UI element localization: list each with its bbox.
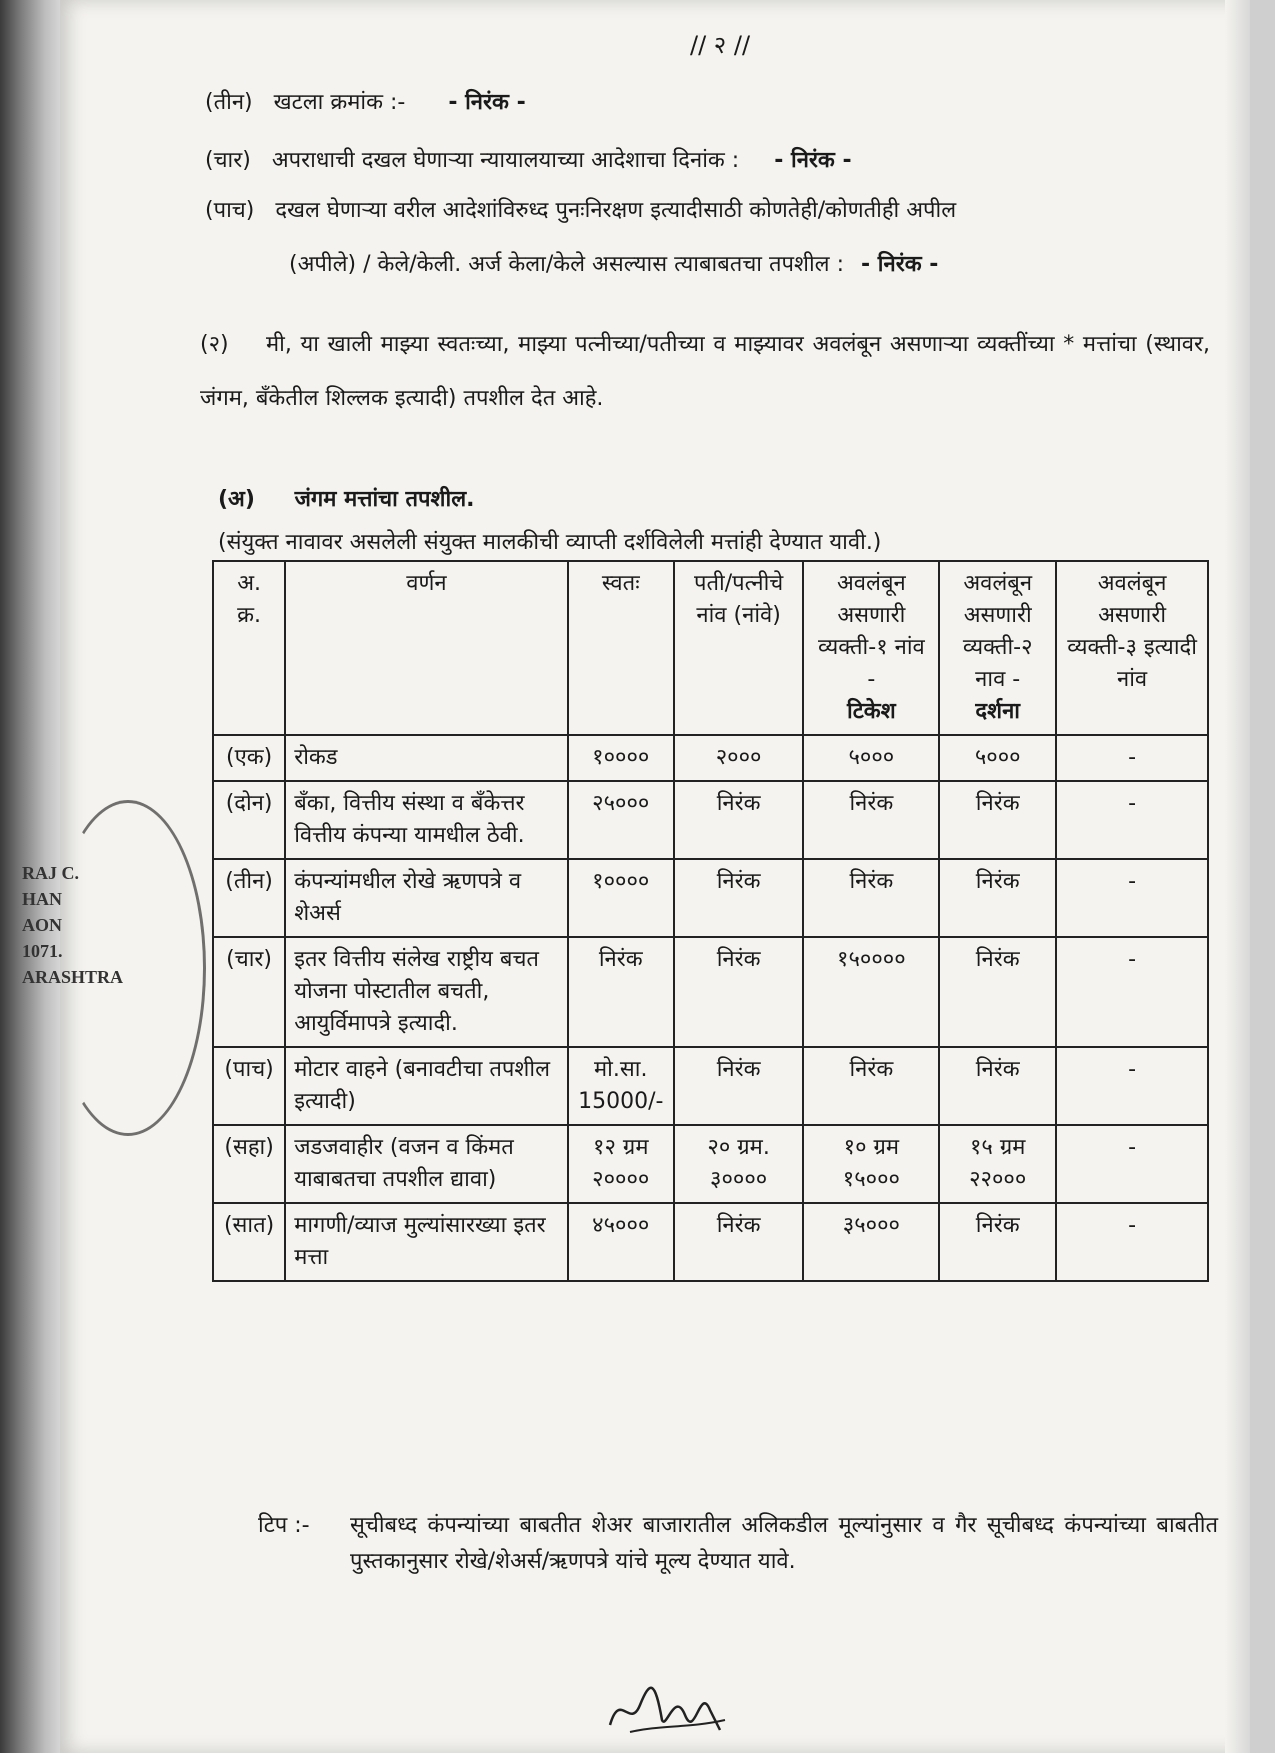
footnote [258, 1508, 1218, 1580]
section-title: जंगम मत्तांचा तपशील. [294, 487, 475, 512]
stamp-line-1: RAJ C. [22, 863, 79, 883]
row-description: जडजवाहीर (वजन व किंमत याबाबतचा तपशील द्यावा) [285, 1125, 567, 1203]
row-sr: (सात) [213, 1203, 285, 1281]
row-dependent-3: - [1056, 735, 1208, 781]
row-self: ४५००० [568, 1203, 674, 1281]
item-5-line2 [289, 250, 938, 280]
row-dependent-1: निरंक [803, 1047, 939, 1125]
footnote-text: सूचीबध्द कंपन्यांच्या बाबतीत शेअर बाजारातील अलिकडील मूल्यांनुसार व गैर सूचीबध्द कंपन्यांच्या बाबतीत पुस्तकानुसार रोखे/शेअर्स/ऋणपत्रे यांचे मूल्य देण्यात यावे. [350, 1513, 1218, 1574]
stamp-line-3: AON [22, 915, 62, 935]
row-spouse: निरंक [674, 1047, 804, 1125]
declaration-number: (२) [200, 332, 229, 357]
header-dependent-2 [939, 561, 1056, 735]
page-edge [1225, 0, 1250, 1753]
row-spouse: २००० [674, 735, 804, 781]
row-dependent-3: - [1056, 859, 1208, 937]
row-dependent-2: निरंक [939, 781, 1056, 859]
row-description: रोकड [285, 735, 567, 781]
row-description: इतर वित्तीय संलेख राष्ट्रीय बचत योजना पोस्टातील बचती, आयुर्विमापत्रे इत्यादी. [285, 937, 567, 1047]
signature [600, 1670, 740, 1740]
header-dependent-1 [803, 561, 939, 735]
table-row [213, 1047, 1208, 1125]
row-sr: (एक) [213, 735, 285, 781]
row-sr: (पाच) [213, 1047, 285, 1125]
row-description: बँका, वित्तीय संस्था व बँकेत्तर वित्तीय कंपन्या यामधील ठेवी. [285, 781, 567, 859]
header-sr: अ. क्र. [213, 561, 285, 735]
row-sr: (चार) [213, 937, 285, 1047]
stamp-line-4: 1071. [22, 941, 63, 961]
stamp-line-5: ARASHTRA [22, 967, 124, 987]
item-4 [205, 146, 852, 176]
item-3-number: (तीन) [205, 90, 253, 115]
row-spouse: निरंक [674, 1203, 804, 1281]
item-3-value: - निरंक - [448, 90, 526, 115]
row-dependent-1: ५००० [803, 735, 939, 781]
header-dependent-1-name: टिकेश [847, 699, 896, 724]
header-dependent-2-name: दर्शना [975, 699, 1020, 724]
page-number: // २ // [690, 31, 751, 59]
stamp-text [22, 860, 123, 990]
item-4-value: - निरंक - [774, 148, 852, 173]
row-self: १०००० [568, 735, 674, 781]
row-dependent-1: १५०००० [803, 937, 939, 1047]
row-dependent-1: निरंक [803, 859, 939, 937]
row-dependent-1: निरंक [803, 781, 939, 859]
table-row [213, 937, 1208, 1047]
movable-assets-table [212, 560, 1209, 1282]
row-description: मोटार वाहने (बनावटीचा तपशील इत्यादी) [285, 1047, 567, 1125]
row-description: कंपन्यांमधील रोखे ऋणपत्रे व शेअर्स [285, 859, 567, 937]
row-spouse: निरंक [674, 781, 804, 859]
row-dependent-3: - [1056, 1125, 1208, 1203]
row-sr: (सहा) [213, 1125, 285, 1203]
item-4-number: (चार) [205, 148, 251, 173]
row-dependent-3: - [1056, 1047, 1208, 1125]
row-dependent-1: ३५००० [803, 1203, 939, 1281]
row-self: १२ ग्रम २०००० [568, 1125, 674, 1203]
header-description: वर्णन [285, 561, 567, 735]
row-self: निरंक [568, 937, 674, 1047]
row-self: २५००० [568, 781, 674, 859]
table-row [213, 1125, 1208, 1203]
table-row [213, 735, 1208, 781]
declaration-paragraph [200, 318, 1210, 426]
table-row [213, 781, 1208, 859]
row-dependent-2: निरंक [939, 1047, 1056, 1125]
table-row [213, 859, 1208, 937]
item-5 [205, 196, 956, 226]
row-dependent-2: निरंक [939, 937, 1056, 1047]
row-sr: (तीन) [213, 859, 285, 937]
row-spouse: २० ग्रम. ३०००० [674, 1125, 804, 1203]
row-dependent-3: - [1056, 781, 1208, 859]
item-4-text: अपराधाची दखल घेणाऱ्या न्यायालयाच्या आदेशाचा दिनांक : [271, 148, 740, 173]
row-description: मागणी/व्याज मुल्यांसारख्या इतर मत्ता [285, 1203, 567, 1281]
header-dependent-3: अवलंबून असणारी व्यक्ती-३ इत्यादी नांव [1056, 561, 1208, 735]
footnote-label: टिप :- [258, 1513, 310, 1538]
row-dependent-2: निरंक [939, 1203, 1056, 1281]
header-dependent-1-label: अवलंबून असणारी व्यक्ती-१ नांव - [817, 571, 925, 692]
section-number: (अ) [218, 487, 255, 512]
row-dependent-2: ५००० [939, 735, 1056, 781]
row-spouse: निरंक [674, 859, 804, 937]
table-header-row [213, 561, 1208, 735]
section-heading [218, 485, 474, 515]
row-dependent-3: - [1056, 1203, 1208, 1281]
item-5-number: (पाच) [205, 198, 255, 223]
declaration-text: मी, या खाली माझ्या स्वतःच्या, माझ्या पत्नीच्या/पतीच्या व माझ्यावर अवलंबून असणाऱ्या व्यक्तींच्या * मत्तांचा (स्थावर, जंगम, बँकेतील शिल्लक इत्यादी) तपशील देत आहे. [200, 332, 1210, 411]
header-self: स्वतः [568, 561, 674, 735]
header-spouse: पती/पत्नीचे नांव (नांवे) [674, 561, 804, 735]
section-subtitle: (संयुक्त नावावर असलेली संयुक्त मालकीची व्याप्ती दर्शविलेली मत्तांही देण्यात यावी.) [218, 530, 882, 555]
stamp-line-2: HAN [22, 889, 62, 909]
row-spouse: निरंक [674, 937, 804, 1047]
row-sr: (दोन) [213, 781, 285, 859]
item-5-value: - निरंक - [861, 252, 939, 277]
row-dependent-2: १५ ग्रम २२००० [939, 1125, 1056, 1203]
header-dependent-2-label: अवलंबून असणारी व्यक्ती-२ नाव - [962, 571, 1033, 692]
row-dependent-2: निरंक [939, 859, 1056, 937]
item-5-text-line2: (अपीले) / केले/केली. अर्ज केला/केले असल्यास त्याबाबतचा तपशील : [289, 252, 844, 277]
row-dependent-1: १० ग्रम १५००० [803, 1125, 939, 1203]
row-self: १०००० [568, 859, 674, 937]
row-dependent-3: - [1056, 937, 1208, 1047]
item-5-text-line1: दखल घेणाऱ्या वरील आदेशांविरुध्द पुनःनिरक्षण इत्यादीसाठी कोणतेही/कोणतीही अपील [275, 198, 957, 223]
table-row [213, 1203, 1208, 1281]
item-3-text: खटला क्रमांक :- [273, 90, 406, 115]
item-3 [205, 88, 526, 118]
row-self: मो.सा. 15000/- [568, 1047, 674, 1125]
